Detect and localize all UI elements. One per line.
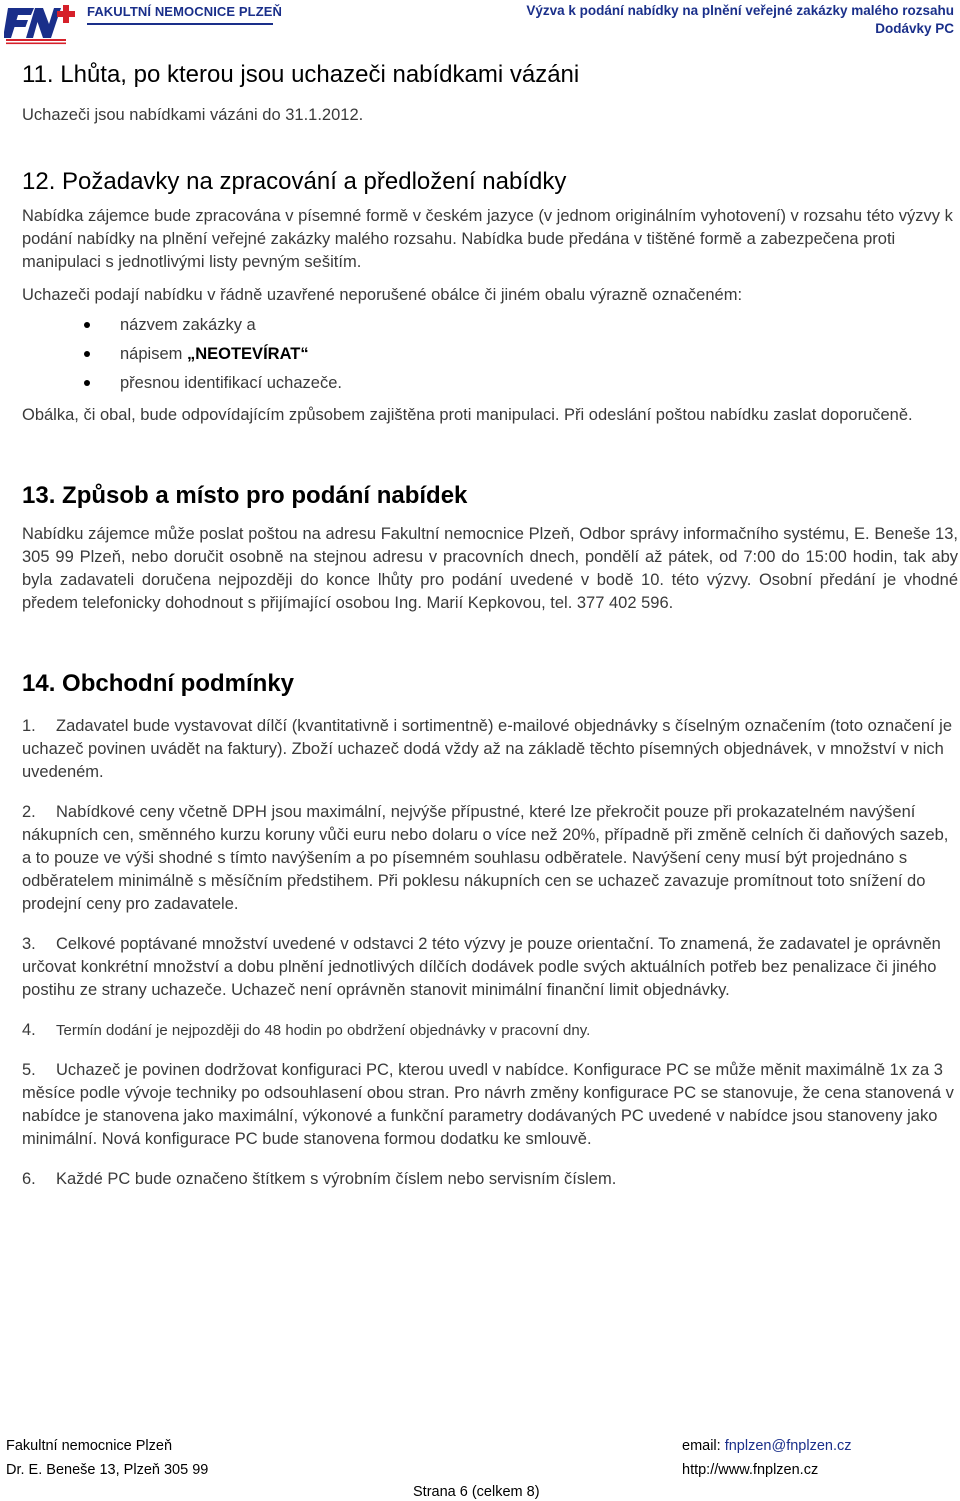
list-item: názvem zakázky a xyxy=(22,314,958,337)
condition-item xyxy=(22,715,958,784)
condition-text: Nabídkové ceny včetně DPH jsou maximální, nejvýše přípustné, které lze překročit pouze při prokazatelném navýšení nákupních cen, směnného kurzu koruny vůči euru nebo dolaru o více než 20%, případně při změně celních či daňových sazeb, a to pouze ve výši shodné s tímto navýšením a po písemném souhlasu odběratele. Navýšení ceny musí být projednáno s odběratelem minimálně s měsíčním předstihem. Při poklesu nákupních cen se uchazeč zavazuje promítnout toto snížení do prodejní ceny pro zadavatele. xyxy=(22,803,949,913)
condition-item xyxy=(22,1059,958,1151)
section-14-heading: 14. Obchodní podmínky xyxy=(22,670,295,697)
footer-email-label: email: xyxy=(682,1438,721,1454)
document-body xyxy=(22,58,958,1191)
footer-email-link[interactable]: fnplzen@fnplzen.cz xyxy=(724,1438,852,1454)
section-13-heading: 13. Způsob a místo pro podání nabídek xyxy=(22,482,468,509)
condition-number: 1. xyxy=(22,717,36,735)
condition-text: Každé PC bude označeno štítkem s výrobním číslem nebo servisním číslem. xyxy=(56,1170,617,1188)
section-13 xyxy=(22,479,958,615)
marking-list xyxy=(22,314,958,395)
list-item xyxy=(22,343,958,366)
doc-title: Výzva k podání nabídky na plnění veřejné zakázky malého rozsahu xyxy=(526,3,954,18)
header-doc-info xyxy=(526,2,954,38)
condition-item xyxy=(22,801,958,916)
condition-text: Termín dodání je nejpozději do 48 hodin po obdržení objednávky v pracovní dny. xyxy=(56,1022,591,1039)
list-item-label: nápisem xyxy=(120,345,183,363)
section-11-text: Uchazeči jsou nabídkami vázáni do 31.1.2012. xyxy=(22,106,364,124)
condition-number: 3. xyxy=(22,935,36,953)
condition-number: 4. xyxy=(22,1021,36,1039)
doc-subtitle: Dodávky PC xyxy=(875,21,954,36)
conditions-list xyxy=(22,715,958,1191)
page-header xyxy=(0,0,960,46)
condition-number: 6. xyxy=(22,1170,36,1188)
condition-item xyxy=(22,1168,958,1191)
section-12-paragraph-2: Uchazeči podají nabídku v řádně uzavřené neporušené obálce či jiném obalu výrazně označeném: xyxy=(22,286,743,304)
section-12 xyxy=(22,165,958,427)
footer-address: Dr. E. Beneše 13, Plzeň 305 99 xyxy=(6,1462,209,1478)
neotevirat-label: „NEOTEVÍRAT“ xyxy=(186,345,309,363)
section-11 xyxy=(22,58,958,127)
section-11-heading: 11. Lhůta, po kterou jsou uchazeči nabídkami vázáni xyxy=(22,61,580,88)
condition-text: Celkové poptávané množství uvedené v odstavci 2 této výzvy je pouze orientační. To znamená, že zadavatel je oprávněn určovat konkrétní množství a dobu plnění jednotlivých dílčích dodávek podle svých aktuálních potřeb bez penalizace či jiného postihu ze strany uchazeče. Uchazeč není oprávněn stanovit minimální finanční limit objednávky. xyxy=(22,935,941,999)
footer-web-link[interactable]: http://www.fnplzen.cz xyxy=(682,1462,819,1478)
fn-logo xyxy=(4,2,80,46)
condition-item xyxy=(22,1019,958,1042)
condition-text: Zadavatel bude vystavovat dílčí (kvantitativně i sortimentně) e-mailové objednávky s číselným označením (toto označení je uchazeč povinen uvádět na faktury). Zboží uchazeč dodá vždy až na základě těchto písemných objednávek, v množství v nich uvedeném. xyxy=(22,717,953,781)
list-item: přesnou identifikací uchazeče. xyxy=(22,372,958,395)
condition-text: Uchazeč je povinen dodržovat konfiguraci PC, kterou uvedl v nabídce. Konfigurace PC se může měnit maximálně 1x za 3 měsíce podle vývoje techniky po odsouhlasení obou stran. Pro návrh změny konfigurace PC se stanovuje, že cena stanovená v nabídce je stanovena jako maximální, výkonové a funkční parametry dodávaných PC uvedené v nabídce jsou stanoveny jako minimální. Nová konfigurace PC bude stanovena formou dodatku ke smlouvě. xyxy=(22,1061,954,1148)
condition-number: 2. xyxy=(22,803,36,821)
section-12-heading: 12. Požadavky na zpracování a předložení nabídky xyxy=(22,168,567,195)
section-12-paragraph-3: Obálka, či obal, bude odpovídajícím způsobem zajištěna proti manipulaci. Při odeslání poštou nabídku zaslat doporučeně. xyxy=(22,406,913,424)
section-14 xyxy=(22,667,958,1191)
org-name: FAKULTNÍ NEMOCNICE PLZEŇ xyxy=(87,4,282,19)
section-13-text: Nabídku zájemce může poslat poštou na adresu Fakultní nemocnice Plzeň, Odbor správy informačního systému, E. Beneše 13, 305 99 Plzeň, nebo doručit osobně na stejnou adresu v pracovních dnech, pondělí až pátek, od 7:00 do 15:00 hodin, tak aby byla zadavateli doručena nejpozději do konce lhůty pro podání uvedené v bodě 10. této výzvy. Osobní předání je vhodné předem telefonicky dohodnout s přijímající osobou Ing. Marií Kepkovou, tel. 377 402 596. xyxy=(22,525,958,612)
section-12-paragraph-1: Nabídka zájemce bude zpracována v písemné formě v českém jazyce (v jednom originálním vyhotovení) v rozsahu této výzvy k podání nabídky na plnění veřejné zakázky malého rozsahu. Nabídka bude předána v tištěné formě a zabezpečena proti manipulaci s jednotlivými listy pevným sešitím. xyxy=(22,207,953,271)
footer-email xyxy=(682,1437,851,1455)
page-number: Strana 6 (celkem 8) xyxy=(413,1484,540,1500)
condition-number: 5. xyxy=(22,1061,36,1079)
header-rule xyxy=(87,23,273,25)
footer-org: Fakultní nemocnice Plzeň xyxy=(6,1438,173,1454)
condition-item xyxy=(22,933,958,1002)
